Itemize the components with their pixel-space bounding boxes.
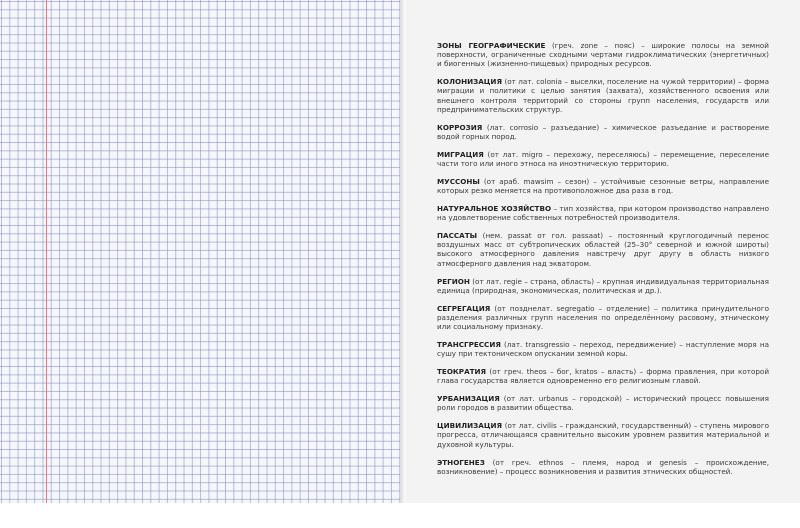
glossary-term: РЕГИОН [437, 276, 470, 286]
glossary-entry [437, 304, 769, 331]
glossary-term: СЕГРЕГАЦИЯ [437, 303, 491, 313]
glossary-entry [437, 77, 769, 114]
glossary-definition: (от лат. migro – перехожу, переселяюсь) – перемещение, переселение части того или иного этноса на иноэтническую территорию. [437, 149, 769, 168]
glossary-entry [437, 458, 769, 476]
margin-line [46, 0, 47, 503]
glossary-entry [437, 150, 769, 168]
glossary-term: ПАССАТЫ [437, 231, 478, 241]
glossary-term: ЗОНЫ ГЕОГРАФИЧЕСКИЕ [437, 41, 546, 50]
glossary-term: ЭТНОГЕНЕЗ [437, 457, 485, 467]
glossary-text [437, 41, 769, 485]
glossary-entry [437, 277, 769, 295]
glossary-term: ЦИВИЛИЗАЦИЯ [437, 421, 503, 431]
glossary-term: КОЛОНИЗАЦИЯ [437, 77, 502, 87]
glossary-term: ТЕОКРАТИЯ [437, 367, 487, 377]
grid-page [0, 0, 402, 503]
glossary-entry [437, 394, 769, 412]
glossary-term: ТРАНСГРЕССИЯ [437, 339, 501, 349]
glossary-entry [437, 41, 769, 68]
glossary-definition: (нем. passat от гол. passaat) – постоянный круглогодичный перенос воздушных масс от субтропических областей (25–30° северной и южной широты) высокого атмосферного давления навстречу друг другу в область низкого атмосферного давления над экватором. [437, 231, 769, 268]
glossary-definition: (от греч. ethnos – племя, народ и genesis – происхождение, возникновение) – процесс возникновения и развития этнических общностей. [437, 457, 769, 476]
glossary-definition: (от араб. mawsim – сезон) – устойчивые сезонные ветры, направление которых резко меняется на противоположное два раза в год. [437, 176, 769, 196]
glossary-term: МИГРАЦИЯ [437, 149, 484, 159]
glossary-entry [437, 204, 769, 222]
glossary-term: НАТУРАЛЬНОЕ ХОЗЯЙСТВО [437, 204, 552, 214]
glossary-entry [437, 231, 769, 268]
glossary-definition: – тип хозяйства, при котором производство направлено на удовлетворение собственных потребностей производителя. [437, 204, 769, 223]
glossary-entry [437, 367, 769, 385]
glossary-term: МУССОНЫ [437, 176, 480, 186]
glossary-definition: (лат. corrosio – разъедание) – химическое разъедание и растворение водой горных пород. [437, 122, 769, 141]
glossary-definition: (лат. transgressio – переход, передвижение) – наступление моря на сушу при тектоническом опускании земной коры. [437, 339, 769, 359]
glossary-entry [437, 177, 769, 195]
glossary-definition: (от лат. regie – страна, область) – крупная индивидуальная территориальная единица (природная, экономическая, политическая и др.). [437, 276, 769, 295]
glossary-entry [437, 123, 769, 141]
glossary-entry [437, 340, 769, 358]
page-bottom-edge [0, 503, 800, 528]
glossary-term: УРБАНИЗАЦИЯ [437, 394, 500, 404]
glossary-definition: (греч. zone – пояс) – широкие полосы на земной поверхности, ограниченные сходными чертами гидроклиматических (энергетичных) и биогенных (жизненно-пищевых) природных ресурсов. [437, 41, 769, 69]
glossary-definition: (от лат. civilis – гражданский, государственный) – ступень мирового прогресса, отличающаяся сравнительно высоким уровнем развития материальной и духовной культуры. [437, 421, 769, 449]
glossary-definition: (от лат. colonia – выселки, поселение на чужой территории) – форма миграции и политики с целью занятия (захвата), хозяйственного освоения или внешнего контроля территорий со стороны групп населения, государств или предпринимательских структур. [437, 77, 769, 114]
glossary-definition: (от лат. urbanus – городской) – исторический процесс повышения роли городов в развитии общества. [437, 394, 769, 413]
glossary-entry [437, 421, 769, 448]
glossary-definition: (от греч. theos – бог, kratos – власть) – форма правления, при которой глава государства является одновременно его религиозным главой. [437, 367, 769, 386]
glossary-term: КОРРОЗИЯ [437, 122, 483, 132]
glossary-definition: (от позднелат. segregatio – отделение) – политика принудительного разделения различных групп населения по определённому расовому, этническому или социальному признаку. [437, 303, 769, 331]
